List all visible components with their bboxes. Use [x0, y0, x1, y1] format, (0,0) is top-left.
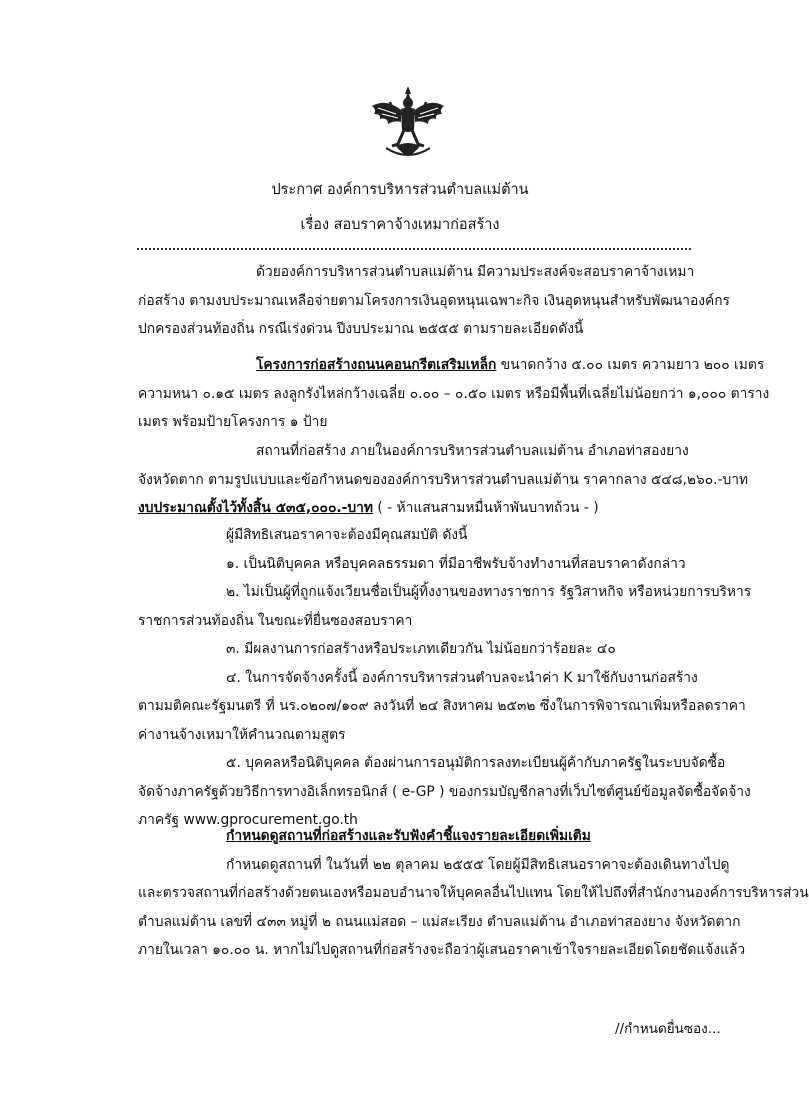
- continuation-note: //กำหนดยื่นซอง...: [615, 1021, 721, 1037]
- project-section: [138, 351, 770, 437]
- announcement-title: ประกาศ องค์การบริหารส่วนตำบลแม่ต้าน: [271, 182, 529, 198]
- qualifications-section: [138, 521, 752, 835]
- budget-amount: งบประมาณตั้งไว้ทั้งสิ้น ๕๓๕,๐๐๐.-บาท: [138, 500, 373, 516]
- intro-line: ด้วยองค์การบริหารส่วนตำบลแม่ต้าน มีความประสงค์จะสอบราคาจ้างเหมา: [256, 264, 695, 280]
- qualification-2: ๒. ไม่เป็นผู้ที่ถูกแจ้งเวียนชื่อเป็นผู้ทิ้งงานของทางราชการ รัฐวิสาหกิจ หรือหน่วยการบริหาร: [226, 584, 752, 600]
- intro-paragraph: [138, 258, 730, 344]
- project-line: เมตร พร้อมป้ายโครงการ ๑ ป้าย: [138, 414, 328, 430]
- location-section: [138, 437, 749, 523]
- site-visit-line: และตรวจสถานที่ก่อสร้างด้วยตนเองหรือมอบอำนาจให้บุคคลอื่นไปแทน โดยให้ไปถึงที่สำนักงานองค์การบริหารส่วน: [138, 885, 809, 901]
- qualification-2-cont: ราชการส่วนท้องถิ่น ในขณะที่ยื่นซองสอบราคา: [138, 612, 413, 629]
- site-visit-heading: [138, 822, 686, 851]
- location-line: จังหวัดตาก ตามรูปแบบและข้อกำหนดขององค์การบริหารส่วนตำบลแม่ต้าน ราคากลาง ๕๔๘,๒๖๐.-บาท: [138, 471, 749, 488]
- qualification-4-cont: ค่างานจ้างเหมาให้คำนวณตามสูตร: [138, 726, 346, 743]
- qualification-3: ๓. มีผลงานการก่อสร้างหรือประเภทเดียวกัน ไม่น้อยกว่าร้อยละ ๔๐: [226, 641, 616, 657]
- qualification-5-cont: จัดจ้างภาครัฐด้วยวิธีการทางอิเล็กทรอนิกส์ ( e-GP ) ของกรมบัญชีกลางที่เว็บไซต์ศูนย์ข้อมูลจัดซื้อจัดจ้าง: [138, 783, 751, 800]
- qualification-5: ๕. บุคคลหรือนิติบุคคล ต้องผ่านการอนุมัติการลงทะเบียนผู้ค้ากับภาครัฐในระบบจัดซื้อ: [226, 755, 726, 771]
- intro-line: ปกครองส่วนท้องถิ่น กรณีเร่งด่วน ปีงบประมาณ ๒๕๕๕ ตามรายละเอียดดังนี้: [138, 321, 584, 337]
- site-visit-heading-text: กำหนดดูสถานที่ก่อสร้างและรับฟังคำชี้แจงรายละเอียดเพิ่มเติม: [226, 828, 591, 844]
- location-line: สถานที่ก่อสร้าง ภายในองค์การบริหารส่วนตำบลแม่ต้าน อำเภอท่าสองยาง: [256, 443, 689, 459]
- project-dimensions: ขนาดกว้าง ๕.๐๐ เมตร ความยาว ๒๐๐ เมตร: [496, 357, 765, 373]
- egp-website-text: ภาครัฐ www.gprocurement.go.th: [138, 812, 358, 828]
- qualifications-heading: ผู้มีสิทธิเสนอราคาจะต้องมีคุณสมบัติ ดังนี้: [226, 527, 468, 543]
- qualification-4: ๔. ในการจัดจ้างครั้งนี้ องค์การบริหารส่วนตำบลจะนำค่า K มาใช้กับงานก่อสร้าง: [226, 669, 698, 686]
- budget-line: [138, 494, 686, 523]
- qualification-1: ๑. เป็นนิติบุคคล หรือบุคคลธรรมดา ที่มีอาชีพรับจ้างทำงานที่สอบราคาดังกล่าว: [226, 555, 686, 572]
- project-name: โครงการก่อสร้างถนนคอนกรีตเสริมเหล็ก: [256, 357, 497, 373]
- project-line: [138, 351, 765, 380]
- site-visit-line: ภายในเวลา ๑๐.๐๐ น. หากไม่ไปดูสถานที่ก่อสร้างจะถือว่าผู้เสนอราคาเข้าใจรายละเอียดโดยชัดแจ้งแล้ว: [138, 942, 746, 958]
- dotted-separator: [137, 248, 691, 250]
- garuda-emblem-icon: [368, 84, 448, 160]
- project-line: ความหนา ๐.๑๕ เมตร ลงลูกรังไหล่กว้างเฉลี่ย ๐.๐๐ – ๐.๕๐ เมตร หรือมีพื้นที่เฉลี่ยไม่น้อยกว่า ๑,๐๐๐ ตาราง: [138, 385, 770, 402]
- budget-words: ( - ห้าแสนสามหมื่นห้าพันบาทถ้วน - ): [372, 500, 599, 516]
- intro-line: ก่อสร้าง ตามงบประมาณเหลือจ่ายตามโครงการเงินอุดหนุนเฉพาะกิจ เงินอุดหนุนสำหรับพัฒนาองค์กร: [138, 292, 730, 309]
- site-visit-line: ตำบลแม่ต้าน เลขที่ ๔๓๓ หมู่ที่ ๒ ถนนแม่สอด – แม่สะเรียง ตำบลแม่ต้าน อำเภอท่าสองยาง จังหวัดตาก: [138, 913, 741, 930]
- qualification-4-cont: ตามมติคณะรัฐมนตรี ที่ นร.๐๒๐๗/๑๐๙ ลงวันที่ ๒๔ สิงหาคม ๒๕๓๒ ซึ่งในการพิจารณาเพิ่มหรือลดราคา: [138, 698, 746, 714]
- site-visit-section: [138, 822, 809, 965]
- announcement-subject: เรื่อง สอบราคาจ้างเหมาก่อสร้าง: [300, 217, 500, 233]
- site-visit-line: กำหนดดูสถานที่ ในวันที่ ๒๒ ตุลาคม ๒๕๕๕ โดยผู้มีสิทธิเสนอราคาจะต้องเดินทางไปดู: [226, 856, 730, 873]
